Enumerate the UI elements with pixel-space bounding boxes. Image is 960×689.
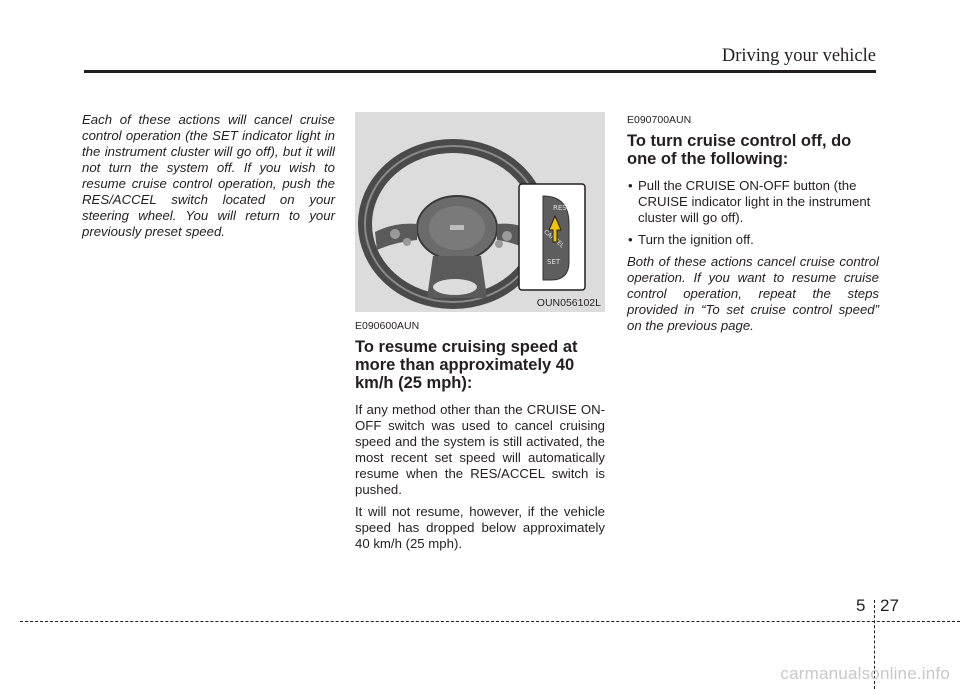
- off-bullet-list: [627, 178, 879, 248]
- middle-column: [355, 318, 605, 558]
- watermark: carmanualsonline.info: [780, 664, 950, 683]
- off-note: Both of these actions cancel cruise control operation. If you want to resume cruise control operation, repeat the steps provided in “To set cruise control speed” on the previous page.: [627, 254, 879, 333]
- resume-heading: To resume cruising speed at more than approximately 40 km/h (25 mph):: [355, 338, 578, 392]
- page-number: 27: [880, 596, 899, 615]
- figure-code: OUN056102L: [536, 297, 601, 309]
- bullet-item: • Turn the ignition off.: [627, 232, 879, 248]
- chapter-number: 5: [856, 596, 866, 615]
- steering-wheel-figure: [355, 112, 605, 312]
- footer-rule: [20, 621, 960, 622]
- steering-wheel-illustration: [355, 112, 605, 312]
- bullet-item: • Pull the CRUISE ON-OFF button (the CRUISE indicator light in the instrument cluster will go off).: [627, 178, 879, 226]
- switch-label-set: SET: [547, 258, 561, 266]
- header-rule: [84, 70, 876, 73]
- resume-paragraph-2: It will not resume, however, if the vehicle speed has dropped below approximately 40 km/h (25 mph).: [355, 504, 605, 551]
- left-column: [82, 112, 335, 240]
- section-code-resume: E090600AUN: [355, 320, 420, 332]
- section-title: Driving your vehicle: [721, 46, 876, 66]
- resume-paragraph-1: If any method other than the CRUISE ON-OFF switch was used to cancel cruising speed and the system is still activated, the most recent set speed will automatically resume when the RES/ACCEL switch is pushed.: [355, 402, 605, 497]
- right-column: [627, 112, 879, 334]
- cancel-note: Each of these actions will cancel cruise control operation (the SET indicator light in the instrument cluster will go off), but it will not turn the system off. If you wish to resume cruise control operation, push the RES/ACCEL switch located on your steering wheel. You will return to your previously preset speed.: [82, 112, 335, 239]
- off-heading: To turn cruise control off, do one of the following:: [627, 132, 852, 168]
- section-code-off: E090700AUN: [627, 114, 692, 126]
- switch-label-res: RES: [553, 204, 567, 212]
